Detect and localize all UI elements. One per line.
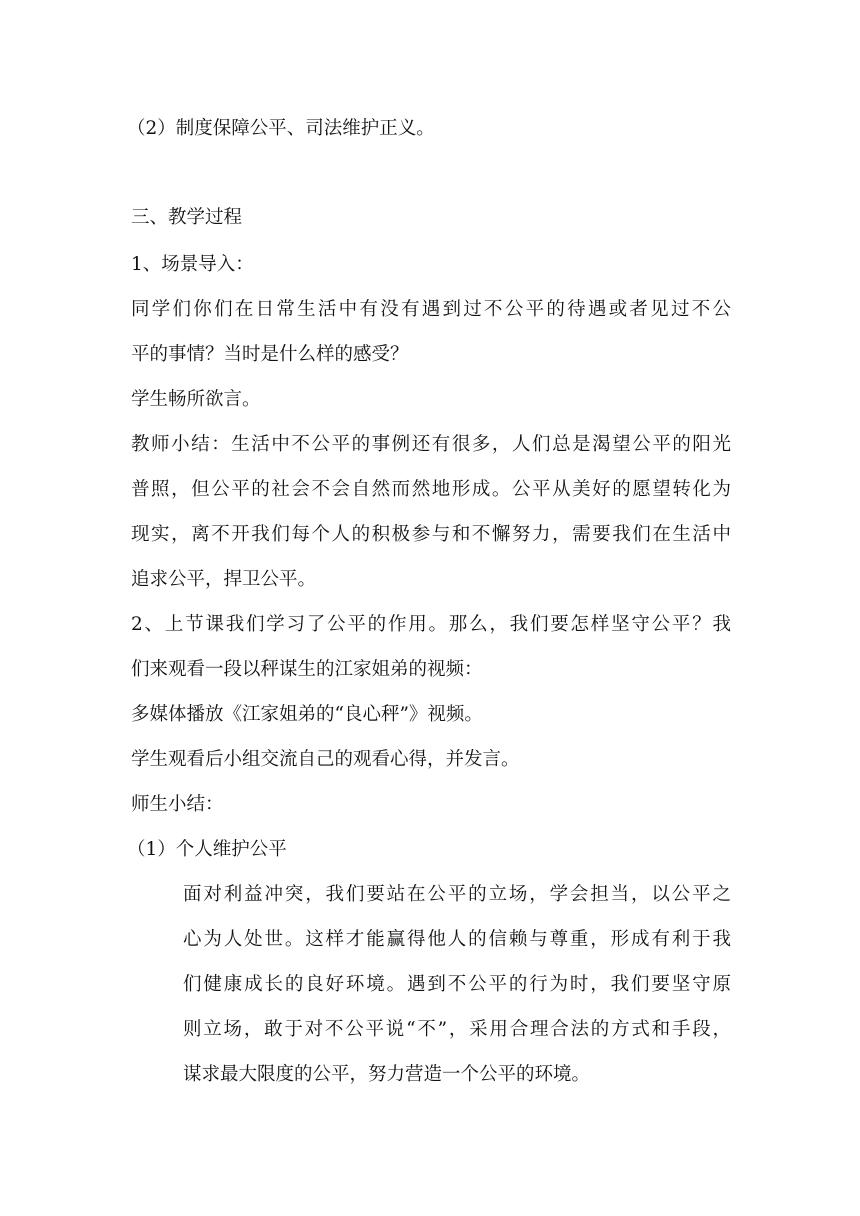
paragraph-line: 追求公平，捍卫公平。 xyxy=(131,569,317,590)
paragraph-line: 谋求最大限度的公平，努力营造一个公平的环境。 xyxy=(183,1064,591,1085)
paragraph-line: 教师小结：生活中不公平的事例还有很多，人们总是渴望公平的阳光 xyxy=(131,434,731,455)
paragraph-line: 学生畅所欲言。 xyxy=(131,389,261,410)
paragraph-line: 师生小结： xyxy=(131,794,224,815)
paragraph-line: 们健康成长的良好环境。遇到不公平的行为时，我们要坚守原 xyxy=(183,974,731,995)
paragraph-line: 们来观看一段以秤谋生的江家姐弟的视频： xyxy=(131,659,483,680)
subheading-scene-intro: 1、场景导入： xyxy=(131,254,254,275)
paragraph-line: 则立场，敢于对不公平说“不”，采用合理合法的方式和手段， xyxy=(183,1019,731,1040)
paragraph-line: 2、上节课我们学习了公平的作用。那么，我们要怎样坚守公平？我 xyxy=(131,614,731,635)
paragraph-line: 面对利益冲突，我们要站在公平的立场，学会担当，以公平之 xyxy=(183,884,731,905)
subheading-individual-fairness: （1）个人维护公平 xyxy=(127,839,287,860)
paragraph-line: 普照，但公平的社会不会自然而然地形成。公平从美好的愿望转化为 xyxy=(131,479,731,500)
paragraph-line: 心为人处世。这样才能赢得他人的信赖与尊重，形成有利于我 xyxy=(183,929,731,950)
paragraph-line: 平的事情？当时是什么样的感受？ xyxy=(131,344,409,365)
section-heading-teaching-process: 三、教学过程 xyxy=(131,207,243,228)
paragraph-line: 同学们你们在日常生活中有没有遇到过不公平的待遇或者见过不公 xyxy=(131,299,731,320)
paragraph-line: 现实，离不开我们每个人的积极参与和不懈努力，需要我们在生活中 xyxy=(131,524,731,545)
paragraph-line: 多媒体播放《江家姐弟的“良心秤”》视频。 xyxy=(131,704,483,725)
heading-institutional-fairness: （2）制度保障公平、司法维护正义。 xyxy=(127,118,435,139)
paragraph-line: 学生观看后小组交流自己的观看心得，并发言。 xyxy=(131,749,520,770)
